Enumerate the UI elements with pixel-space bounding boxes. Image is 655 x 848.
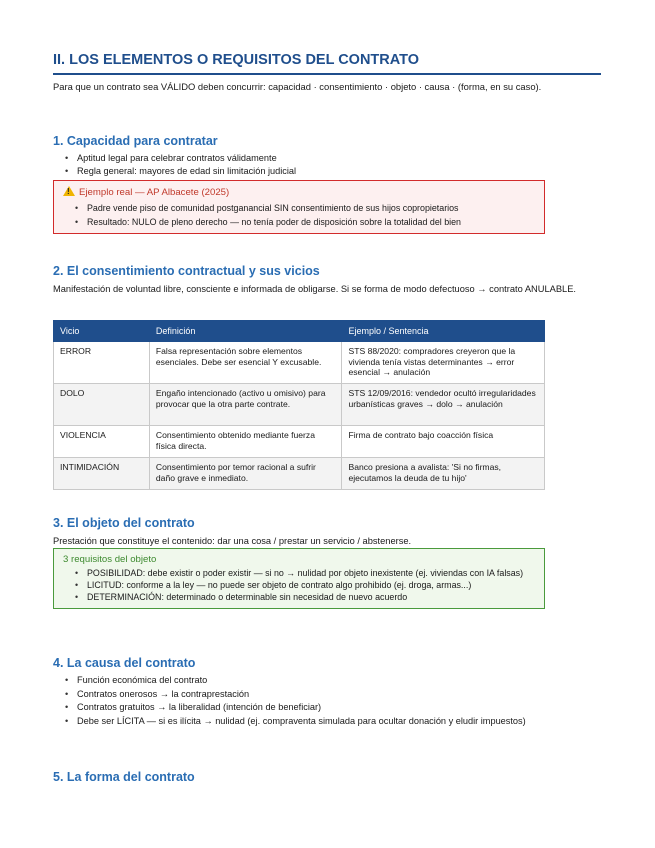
section-1-bullets xyxy=(53,152,601,178)
column-header: Ejemplo / Sentencia xyxy=(342,321,545,342)
example-title: Ejemplo real — AP Albacete (2025) xyxy=(79,187,230,198)
table-row: DOLO Engaño intencionado (activo u omisivo) para provocar que la otra parte contrate. STS 12/09/2016: vendedor ocultó irregularidades urbanísticas graves → dolo → anulación xyxy=(54,384,545,426)
table-row: INTIMIDACIÓN Consentimiento por temor racional a sufrir daño grave e inmediato. Banco presiona a avalista: 'Si no firmas, ejecutamos la deuda de tu hijo' xyxy=(54,458,545,490)
section-1-title: 1. Capacidad para contratar xyxy=(53,134,218,148)
list-item: • DETERMINACIÓN: determinado o determinable sin necesidad de nuevo acuerdo xyxy=(75,591,544,603)
list-item: • Aptitud legal para celebrar contratos válidamente xyxy=(65,152,601,165)
list-item: • Función económica del contrato xyxy=(65,674,548,688)
example-box xyxy=(53,180,545,234)
list-item: • POSIBILIDAD: debe existir o poder existir — si no → nulidad por objeto inexistente (ej. viviendas con IA falsas) xyxy=(75,567,544,579)
column-header: Vicio xyxy=(54,321,150,342)
section-2-desc: Manifestación de voluntad libre, consciente e informada de obligarse. Si se forma de modo defectuoso → contrato ANULABLE. xyxy=(53,284,576,294)
section-3-title: 3. El objeto del contrato xyxy=(53,516,195,530)
section-4-title: 4. La causa del contrato xyxy=(53,656,196,670)
document-page xyxy=(53,52,601,784)
list-item: • Contratos onerosos → la contraprestación xyxy=(65,688,548,702)
list-item: • Resultado: NULO de pleno derecho — no tenía poder de disposición sobre la totalidad del bien xyxy=(75,215,544,229)
requirements-title: 3 requisitos del objeto xyxy=(63,554,157,565)
list-item: • Regla general: mayores de edad sin limitación judicial xyxy=(65,165,601,178)
list-item: • Padre vende piso de comunidad postganancial SIN consentimiento de sus hijos copropietarios xyxy=(75,201,544,215)
page-title: II. LOS ELEMENTOS O REQUISITOS DEL CONTRATO xyxy=(53,52,601,75)
vices-table xyxy=(53,320,601,490)
column-header: Definición xyxy=(149,321,342,342)
requirements-box xyxy=(53,548,545,609)
section-5-title: 5. La forma del contrato xyxy=(53,770,195,784)
section-3-desc: Prestación que constituye el contenido: dar una cosa / prestar un servicio / abstenerse. xyxy=(53,536,412,546)
section-2-title: 2. El consentimiento contractual y sus vicios xyxy=(53,264,320,278)
table-row: ERROR Falsa representación sobre elementos esenciales. Debe ser esencial Y excusable. STS 88/2020: compradores creyeron que la vivienda tenía vistas determinantes → error esencial → anulación xyxy=(54,342,545,384)
warning-icon xyxy=(63,186,75,196)
list-item: • Contratos gratuitos → la liberalidad (intención de beneficiar) xyxy=(65,701,548,715)
intro-text: Para que un contrato sea VÁLIDO deben concurrir: capacidad · consentimiento · objeto · causa · (forma, en su caso). xyxy=(53,81,542,92)
list-item: • Debe ser LÍCITA — si es ilícita → nulidad (ej. compraventa simulada para ocultar donación y eludir impuestos) xyxy=(65,715,548,729)
table-row: VIOLENCIA Consentimiento obtenido mediante fuerza física directa. Firma de contrato bajo coacción física xyxy=(54,426,545,458)
section-4-bullets xyxy=(53,674,548,728)
list-item: • LICITUD: conforme a la ley — no puede ser objeto de contrato algo prohibido (ej. droga, armas...) xyxy=(75,579,544,591)
